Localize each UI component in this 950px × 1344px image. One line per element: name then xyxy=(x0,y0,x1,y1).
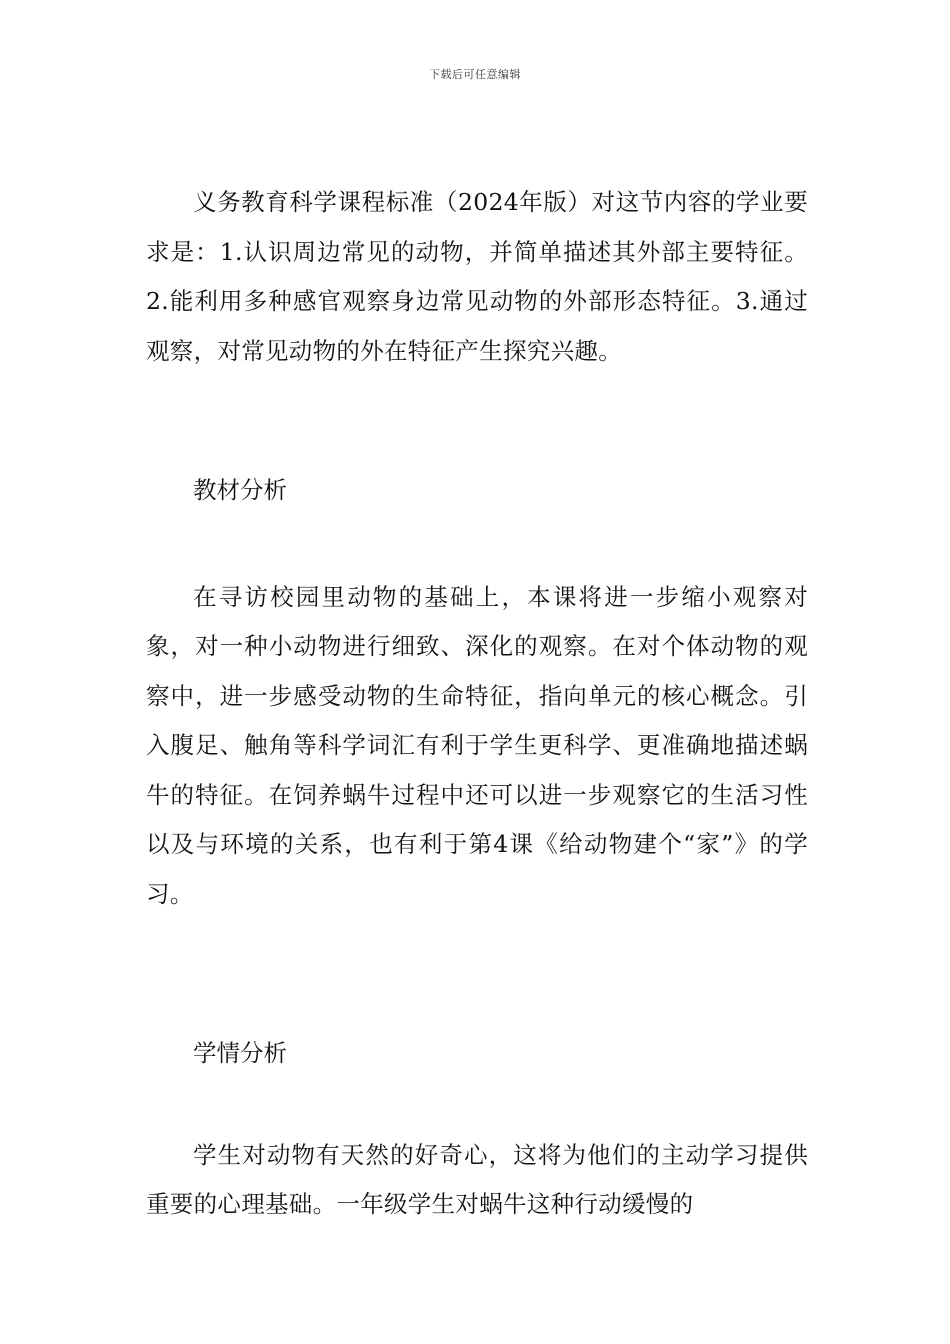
textbook-analysis-paragraph: 在寻访校园里动物的基础上，本课将进一步缩小观察对象，对一种小动物进行细致、深化的观察。在对个体动物的观察中，进一步感受动物的生命特征，指向单元的核心概念。引入腹足、触角等科学词汇有利于学生更科学、更准确地描述蜗牛的特征。在饲养蜗牛过程中还可以进一步观察它的生活习性以及与环境的关系，也有利于第4课《给动物建个“家”》的学习。 xyxy=(146,582,808,908)
curriculum-requirements-paragraph: 义务教育科学课程标准（2024年版）对这节内容的学业要求是：1.认识周边常见的动物，并简单描述其外部主要特征。2.能利用多种感官观察身边常见动物的外部形态特征。3.通过观察，对常见动物的外在特征产生探究兴趣。 xyxy=(146,188,808,365)
student-analysis-paragraph: 学生对动物有天然的好奇心，这将为他们的主动学习提供重要的心理基础。一年级学生对蜗牛这种行动缓慢的 xyxy=(146,1140,808,1218)
textbook-analysis-heading: 教材分析 xyxy=(193,476,287,504)
page-header: 下载后可任意编辑 xyxy=(429,68,521,81)
document-body xyxy=(146,178,808,1230)
student-analysis-heading: 学情分析 xyxy=(193,1039,287,1067)
